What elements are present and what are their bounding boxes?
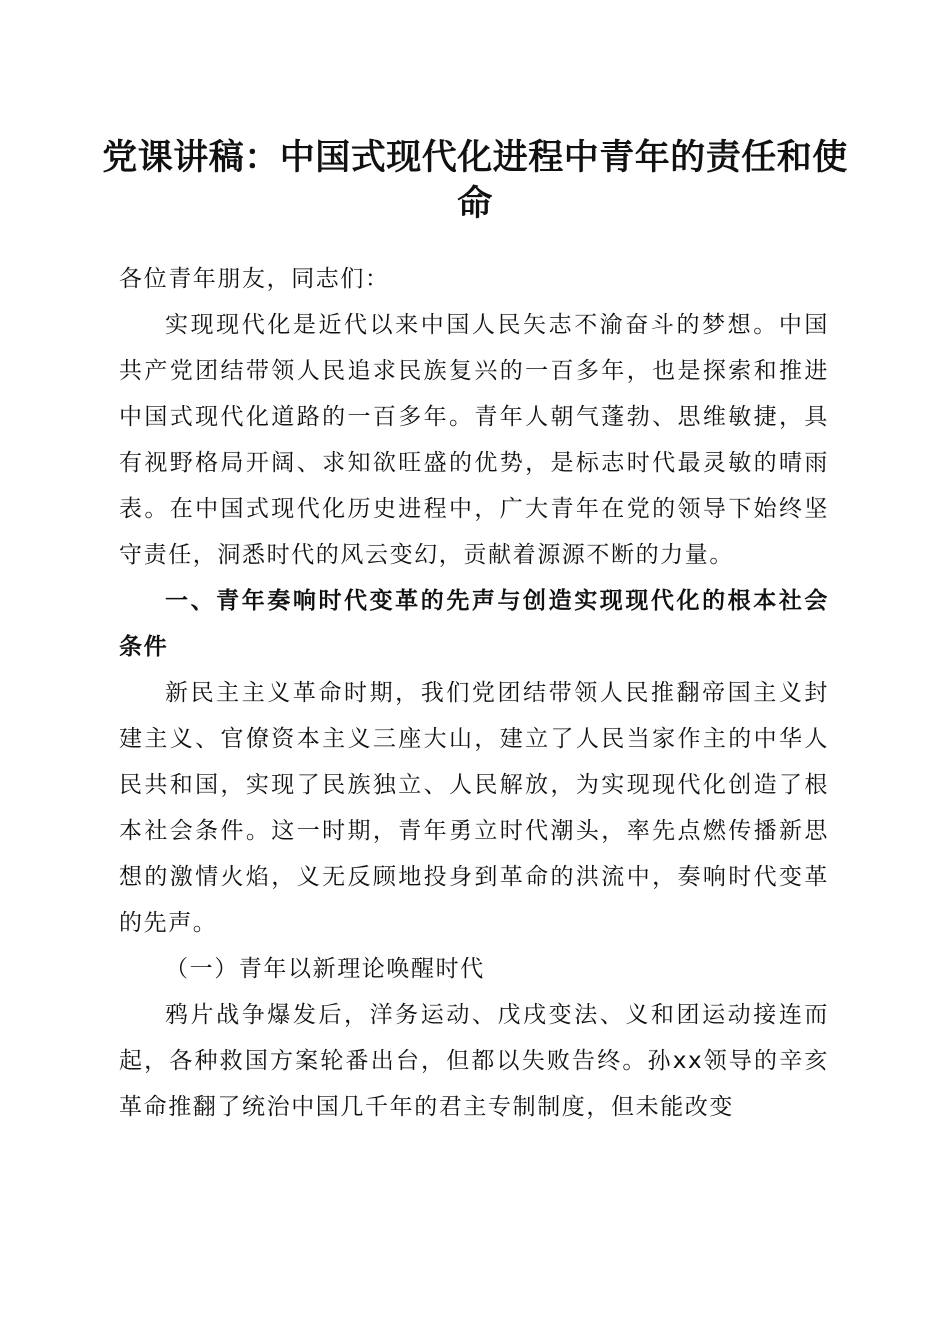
document-title: 党课讲稿：中国式现代化进程中青年的责任和使命 [102, 137, 848, 224]
document-body [119, 256, 829, 1130]
intro-paragraph: 实现现代化是近代以来中国人民矢志不渝奋斗的梦想。中国共产党团结带领人民追求民族复兴的一百多年，也是探索和推进中国式现代化道路的一百多年。青年人朝气蓬勃、思维敏捷，具有视野格局开阔、求知欲旺盛的优势，是标志时代最灵敏的晴雨表。在中国式现代化历史进程中，广大青年在党的领导下始终坚守责任，洞悉时代的风云变幻，贡献着源源不断的力量。 [119, 312, 829, 568]
subsection-one-heading: （一）青年以新理论唤醒时代 [165, 956, 485, 982]
section-one-paragraph: 新民主主义革命时期，我们党团结带领人民推翻帝国主义封建主义、官僚资本主义三座大山，建立了人民当家作主的中华人民共和国，实现了民族独立、人民解放，为实现现代化创造了根本社会条件。这一时期，青年勇立时代潮头，率先点燃传播新思想的激情火焰，义无反顾地投身到革命的洪流中，奏响时代变革的先声。 [119, 680, 829, 936]
subsection-one-paragraph: 鸦片战争爆发后，洋务运动、戊戌变法、义和团运动接连而起，各种救国方案轮番出台，但都以失败告终。孙xx领导的辛亥革命推翻了统治中国几千年的君主专制制度，但未能改变 [119, 1002, 829, 1120]
section-one-heading: 一、青年奏响时代变革的先声与创造实现现代化的根本社会条件 [119, 588, 829, 660]
salutation: 各位青年朋友，同志们： [119, 266, 390, 292]
